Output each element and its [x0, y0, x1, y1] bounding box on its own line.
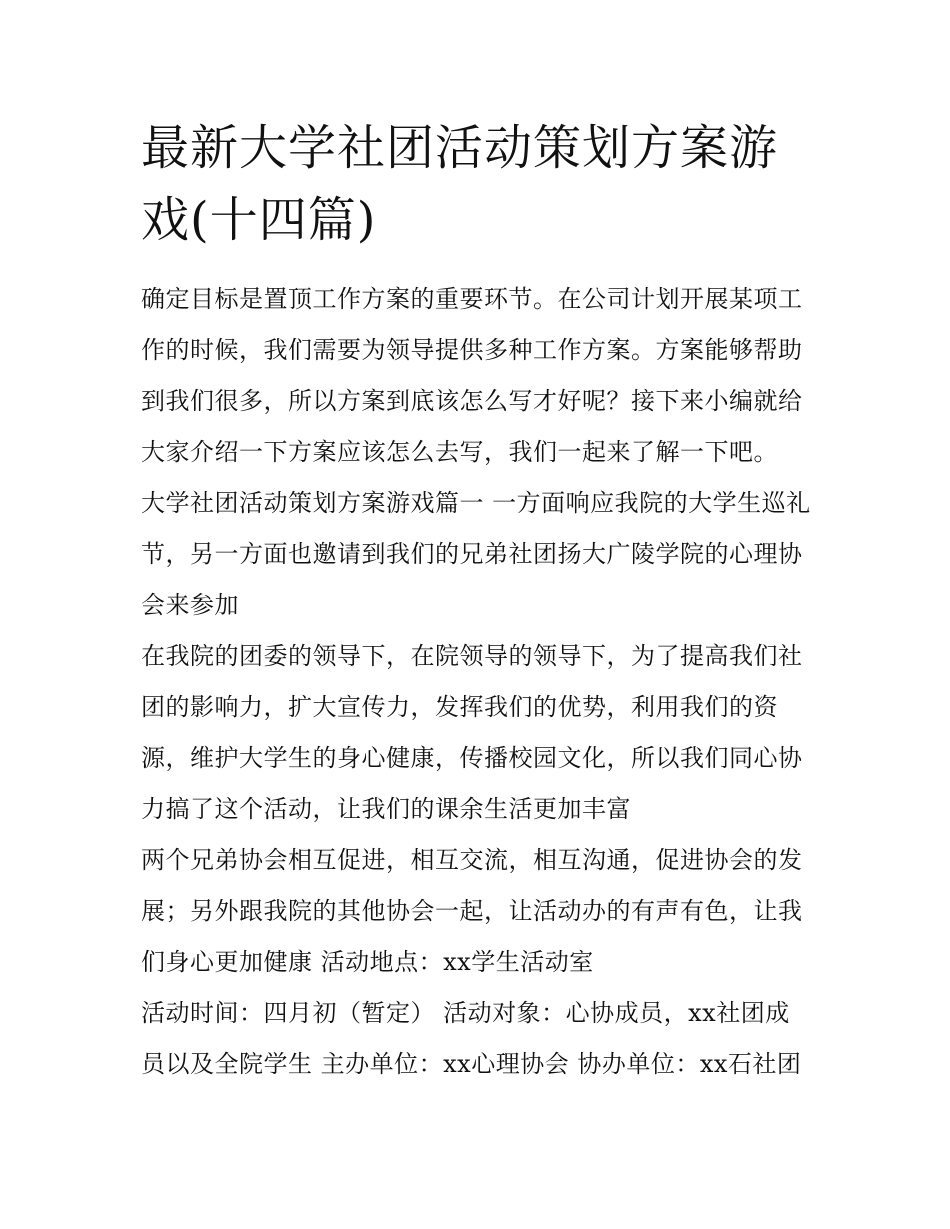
document-title: 最新大学社团活动策划方案游戏(十四篇): [141, 120, 779, 248]
paragraph-details: 活动时间：四月初（暂定） 活动对象：心协成员，xx社团成员以及全院学生 主办单位：xx心理协会 协办单位：xx石社团: [141, 999, 802, 1078]
paragraph-purpose: 在我院的团委的领导下，在院领导的领导下，为了提高我们社团的影响力，扩大宣传力，发挥我们的优势，利用我们的资源，维护大学生的身心健康，传播校园文化，所以我们同心协力搞了这个活动，让我们的课余生活更加丰富: [141, 642, 803, 823]
paragraph-goals: 两个兄弟协会相互促进，相互交流，相互沟通，促进协会的发展；另外跟我院的其他协会一起，让活动办的有声有色，让我们身心更加健康 活动地点：xx学生活动室: [141, 846, 803, 976]
document-body: [141, 274, 813, 1090]
paragraph-section-one: 大学社团活动策划方案游戏篇一 一方面响应我院的大学生巡礼节，另一方面也邀请到我们的兄弟社团扬大广陵学院的心理协会来参加: [141, 489, 811, 619]
document-content: [141, 112, 813, 1090]
paragraph-intro: 确定目标是置顶工作方案的重要环节。在公司计划开展某项工作的时候，我们需要为领导提供多种工作方案。方案能够帮助到我们很多，所以方案到底该怎么写才好呢？接下来小编就给大家介绍一下方案应该怎么去写，我们一起来了解一下吧。: [141, 285, 803, 466]
